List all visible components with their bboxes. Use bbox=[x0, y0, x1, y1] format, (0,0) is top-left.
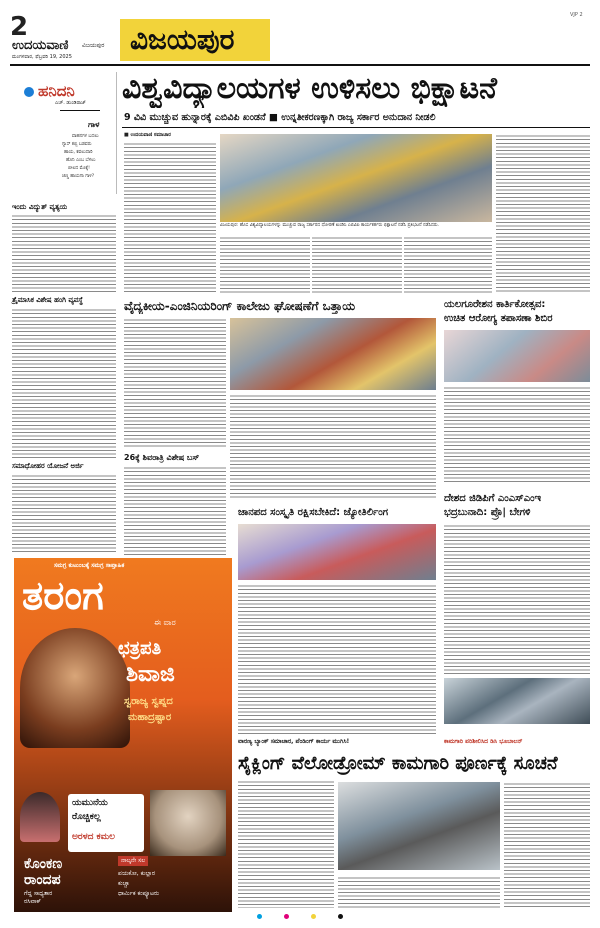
strip-right: ಕಾಮಗಾರಿ ಪರಿಶೀಲಿಸಿದ ಡಿಸಿ ಭೂಬಾಲನ್ bbox=[444, 738, 523, 745]
poem-line-1: ವಾಹನಗಳ ಬದಲು bbox=[72, 134, 99, 139]
story3-body bbox=[444, 386, 590, 482]
story6-headline: ದೇಶದ ಜಿಡಿಪಿಗೆ ಎಂಎಸ್‌ಎಂಇ bbox=[444, 493, 542, 504]
reg-dot-black bbox=[338, 914, 343, 919]
brief-1-title: ಇಂದು ವಿದ್ಯುತ್ ವ್ಯತ್ಯಯ bbox=[12, 203, 68, 211]
story3-photo bbox=[444, 330, 590, 382]
story5-body bbox=[238, 584, 436, 734]
old-man-portrait bbox=[150, 790, 226, 856]
story2-body bbox=[230, 394, 436, 500]
lead-subhead: 9 ವಿವಿ ಮುಚ್ಚುವ ಹುನ್ನಾರಕ್ಕೆ ಎಬಿವಿಪಿ ಖಂಡನೆ ■ ಉನ್ನತೀಕರಣಕ್ಕಾಗಿ ರಾಜ್ಯ ಸರ್ಕಾರ ಅನುದಾನ ನೀಡಲಿ bbox=[124, 112, 436, 123]
brief-3-title: ಸಮಾಧೋಹರ ಯೋಜನೆ ಅರ್ಜಿ bbox=[12, 462, 84, 470]
ad-top-line: ಸಮಗ್ರ ಕುಟುಂಬಕ್ಕೆ ಸಮಗ್ರ ಸಾಪ್ತಾಹಿಕ bbox=[54, 562, 125, 569]
ad-brand-sub: ಈ ವಾರ bbox=[154, 618, 176, 627]
lead-headline: ವಿಶ್ವವಿದ್ಯಾಲಯಗಳ ಉಳಿಸಲು ಭಿಕ್ಷಾಟನೆ bbox=[122, 71, 498, 106]
story6-body bbox=[444, 524, 590, 674]
ad-small-1: ಪಯಕೋ, ಕುಲ್ಲಾರ bbox=[118, 870, 156, 877]
hanidani-brand: ಹನಿದನಿ bbox=[38, 82, 75, 100]
story6-subhead: ಭದ್ರಬುನಾದಿ: ಪ್ರೊ| ಬೇಗಳಿ bbox=[444, 507, 531, 518]
ad-person-name-2: ರಾಂದಪ bbox=[24, 872, 61, 888]
brief-2-title: ತ್ರೈಮಾಸಿಕ ವಿಶೇಷ ಹಂಗಿ ವ್ಯವಸ್ಥೆ bbox=[12, 296, 84, 304]
lead-col-4 bbox=[404, 236, 492, 294]
issue-date: ಮಂಗಳವಾರ, ಫೆಬ್ರವರಿ 19, 2025 bbox=[12, 54, 72, 60]
story5-headline: ಜಾನಪದ ಸಂಸ್ಕೃತಿ ರಕ್ಷಿಸಬೇಕಿದೆ: ಜ್ಯೋತಿರ್ಲಿಂಗ bbox=[238, 507, 389, 518]
story2-photo bbox=[230, 318, 436, 390]
section-title: ವಿಜಯಪುರ bbox=[130, 23, 235, 56]
lead-col-5 bbox=[496, 134, 590, 294]
poem-line-2: ಗ್ಯಾಸ್ ಕಬ್ಬಿ ಬಡವರು bbox=[62, 142, 92, 147]
bottom-col-1 bbox=[238, 780, 334, 908]
story2-col-left bbox=[124, 318, 226, 448]
lead-col-3 bbox=[312, 236, 402, 294]
story4-body bbox=[124, 466, 226, 556]
lead-photo bbox=[220, 134, 492, 222]
story3-headline: ಯಲಗೂರೇಶನ ಕಾರ್ತಿಕೋತ್ಸವ: bbox=[444, 299, 546, 310]
poem-line-6: ಚಿಣ್ಣ ಹಾಯಗಾ ಗಾಳ? bbox=[62, 174, 95, 179]
hanidani-rule bbox=[60, 110, 100, 111]
edition-name: ವಿಜಯಪುರ bbox=[82, 42, 105, 49]
corner-code: VJP 2 bbox=[570, 12, 583, 18]
paper-name: ಉದಯವಾಣಿ bbox=[12, 38, 69, 53]
woman-portrait bbox=[20, 792, 60, 842]
lead-byline: ■ ಉದಯವಾಣಿ ಸಮಾಚಾರ bbox=[124, 132, 171, 138]
poem-line-5: ಬೀಲದ ಮೊಕ್ಕೆ! bbox=[68, 166, 90, 171]
poem-line-3: ಹಾಯ, ಕವಲುದಾರಿ bbox=[64, 150, 93, 155]
ad-feature-3: ಅರಳದ ಕಮಲ bbox=[72, 832, 115, 842]
ad-small-3: ಧಾರ್ಮಿಕ ಕಂಪ್ಯೂಟರು bbox=[118, 890, 160, 897]
reg-dot-yellow bbox=[311, 914, 316, 919]
registration-marks bbox=[120, 914, 480, 920]
story5-photo bbox=[238, 524, 436, 580]
ad-badge: ನಾಲ್ಕನೇ ಸಲ bbox=[118, 856, 148, 866]
taranga-ad[interactable] bbox=[14, 558, 232, 912]
story6-photo bbox=[444, 678, 590, 724]
ad-tagline-1: ಸ್ವರಾಜ್ಯ ಸ್ವಪ್ನದ bbox=[124, 696, 173, 707]
lead-col-1 bbox=[124, 142, 216, 294]
story2-headline: ವೈದ್ಯಕೀಯ-ಎಂಜಿನಿಯರಿಂಗ್ ಕಾಲೇಜು ಘೋಷಣೆಗೆ ಒತ್ತಾಯ bbox=[124, 299, 356, 313]
ad-brand: ತರಂಗ bbox=[22, 573, 104, 619]
shivaji-portrait bbox=[20, 628, 130, 748]
ad-person-caption-2: ರಸಿವಾಕ್ bbox=[24, 898, 41, 905]
lead-caption: ವಿಜಯಪುರ: ಹೊಸ ವಿಶ್ವವಿದ್ಯಾಲಯಗಳನ್ನು ಮುಚ್ಚುವ ರಾಜ್ಯ ಸರ್ಕಾರದ ಧೋರಣೆ ಖಂಡಿಸಿ ಎಬಿವಿಪಿ ಕಾರ್ಯಕರ್ತರು ಭಿಕ್ಷಾಟನೆ ನಡೆಸಿ ಪ್ರತಿಭಟನೆ ನಡೆಸಿದರು. bbox=[220, 223, 440, 228]
bottom-headline: ಸೈಕ್ಲಿಂಗ್ ವೆಲೋಡ್ರೋಮ್ ಕಾಮಗಾರಿ ಪೂರ್ಣಕ್ಕೆ ಸೂಚನೆ bbox=[238, 753, 558, 774]
reg-dot-magenta bbox=[284, 914, 289, 919]
bottom-photo bbox=[338, 782, 500, 870]
poem-title: ಗಾಳ bbox=[88, 120, 100, 129]
ad-feature-1: ಯಮುನೆಯ bbox=[72, 798, 108, 808]
brief-3-body bbox=[12, 474, 116, 554]
brief-1-body bbox=[12, 214, 116, 292]
bottom-col-3 bbox=[504, 782, 590, 908]
ad-person-name-1: ಕೊಂಕಣ bbox=[24, 856, 63, 872]
strip-left: ವಾರಣ್ಯ ಬ್ಯಾಂಕ್ ಸಮಾಚಾರ, ಪೆಂಡಿಂಗ್ ಕಾರ್ಯ ಮುಗಿಸಿ! bbox=[238, 738, 350, 745]
ad-tagline-2: ಮಹಾದ್ರಷ್ಟಾರ bbox=[128, 712, 172, 723]
story3-subhead: ಉಚಿತ ಆರೋಗ್ಯ ತಪಾಸಣಾ ಶಿಬಿರ bbox=[444, 313, 553, 324]
page-number: 2 bbox=[10, 12, 29, 42]
brief-2-body bbox=[12, 308, 116, 458]
ad-title-1: ಛತ್ರಪತಿ bbox=[118, 638, 162, 659]
bottom-col-2 bbox=[338, 876, 500, 908]
lead-col-2 bbox=[220, 236, 310, 294]
hanidani-author: ಎಚ್. ಡುಂಡಿರಾಜ್ bbox=[55, 100, 86, 106]
story4-headline: 26ಕ್ಕೆ ಶಿವರಾತ್ರಿ ವಿಶೇಷ ಬಸ್ bbox=[124, 453, 200, 462]
header-rule bbox=[10, 64, 590, 66]
ad-person-caption-1: ಗೆದ್ದ ಸಾಧ್ಯತಾರ bbox=[24, 890, 53, 897]
ad-title-2: ಶಿವಾಜಿ bbox=[126, 662, 175, 687]
reg-dot-cyan bbox=[257, 914, 262, 919]
ad-small-2: ಕುಚ್ಚಾ bbox=[118, 880, 130, 887]
lead-rule bbox=[122, 127, 590, 128]
drop-icon bbox=[24, 87, 34, 97]
ad-feature-2: ರೊಚ್ಚಿಕಲ್ಲ bbox=[72, 812, 101, 822]
poem-line-4: ಹೊನಿ ಎಂಬ ಬೆಳಲು bbox=[66, 158, 96, 163]
